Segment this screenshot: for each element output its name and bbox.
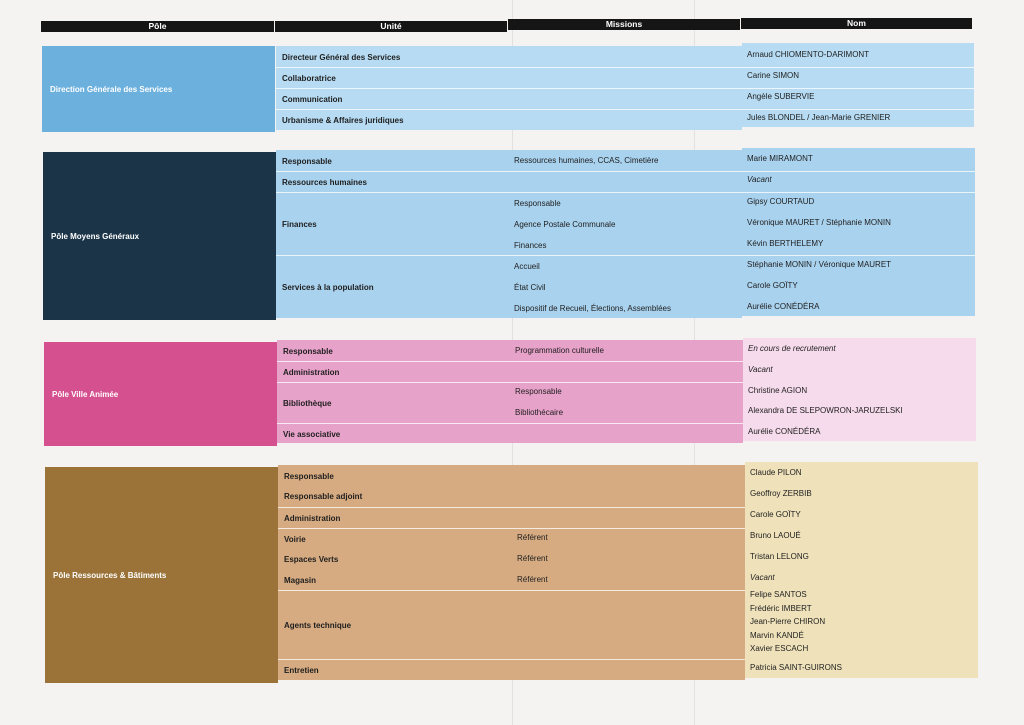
unit-cell: Bibliothèque <box>283 398 332 408</box>
unit-cell: Urbanisme & Affaires juridiques <box>282 115 404 125</box>
mission-cell: Référent <box>517 532 548 542</box>
unit-cell: Communication <box>282 94 343 104</box>
name-cell: Aurélie CONÉDÉRA <box>748 426 821 436</box>
name-cell: Carole GOÏTY <box>750 509 801 519</box>
unit-cell: Directeur Général des Services <box>282 52 401 62</box>
name-cell: Alexandra DE SLEPOWRON-JARUZELSKI <box>748 405 903 415</box>
name-cell: En cours de recrutement <box>748 343 836 353</box>
mission-cell: Finances <box>514 240 547 250</box>
name-cell: Felipe SANTOS <box>750 590 807 599</box>
name-cell: Jean-Pierre CHIRON <box>750 617 826 627</box>
name-cell: Arnaud CHIOMENTO-DARIMONT <box>747 49 870 59</box>
unit-cell: Finances <box>282 219 317 229</box>
name-cell: Frédéric IMBERT <box>750 603 812 613</box>
name-cell: Marvin KANDÉ <box>750 630 804 640</box>
unit-cell: Responsable adjoint <box>284 491 363 501</box>
mission-cell: Programmation culturelle <box>515 345 604 355</box>
name-cell: Claude PILON <box>750 467 802 477</box>
mission-cell: Responsable <box>515 386 562 396</box>
name-cell: Carole GOÏTY <box>747 280 798 290</box>
unit-cell: Responsable <box>282 156 332 166</box>
name-cell: Patricia SAINT-GUIRONS <box>750 662 843 672</box>
pole-label: Direction Générale des Services <box>42 46 275 132</box>
unit-cell: Espaces Verts <box>284 554 339 564</box>
name-cell: Vacant <box>747 174 772 184</box>
name-cell: Vacant <box>750 572 775 582</box>
unit-cell: Ressources humaines <box>282 177 367 187</box>
unit-cell: Administration <box>284 513 341 523</box>
name-cell: Carine SIMON <box>747 70 800 80</box>
pole-label: Pôle Ville Animée <box>44 342 277 446</box>
name-cell: Marie MIRAMONT <box>747 153 813 163</box>
unit-cell: Entretien <box>284 665 319 675</box>
header-unite: Unité <box>275 21 507 32</box>
name-cell: Aurélie CONÉDÉRA <box>747 301 820 311</box>
name-cell: Xavier ESCACH <box>750 644 809 654</box>
header-pole: Pôle <box>41 21 274 32</box>
mission-cell: Bibliothécaire <box>515 407 564 417</box>
mission-cell: Référent <box>517 574 548 584</box>
mission-cell: Accueil <box>514 261 540 271</box>
name-cell: Christine AGION <box>748 385 808 395</box>
name-cell: Stéphanie MONIN / Véronique MAURET <box>747 259 892 269</box>
unit-cell: Vie associative <box>283 429 341 439</box>
unit-cell: Administration <box>283 367 340 377</box>
header-nom: Nom <box>741 18 972 29</box>
pole-label: Pôle Ressources & Bâtiments <box>45 467 278 683</box>
name-cell: Gipsy COURTAUD <box>747 196 815 206</box>
unit-cell: Responsable <box>284 471 334 481</box>
mission-cell: Dispositif de Recueil, Élections, Assemblées <box>514 303 671 313</box>
name-cell: Vacant <box>748 364 773 374</box>
pole-label: Pôle Moyens Généraux <box>43 152 276 320</box>
unit-cell: Voirie <box>284 534 306 544</box>
mission-cell: Ressources humaines, CCAS, Cimetière <box>514 155 659 165</box>
name-cell: Jules BLONDEL / Jean-Marie GRENIER <box>747 112 891 122</box>
mission-cell: Responsable <box>514 198 561 208</box>
mission-cell: Agence Postale Communale <box>514 219 616 229</box>
name-cell: Angèle SUBERVIE <box>747 91 815 101</box>
unit-cell: Responsable <box>283 346 333 356</box>
name-cell: Véronique MAURET / Stéphanie MONIN <box>747 217 891 227</box>
name-cell: Kévin BERTHELEMY <box>747 238 824 248</box>
name-cell: Tristan LELONG <box>750 551 809 561</box>
mission-cell: Référent <box>517 553 548 563</box>
name-cell: Bruno LAOUÉ <box>750 530 801 540</box>
unit-cell: Magasin <box>284 575 317 585</box>
mission-cell: État Civil <box>514 282 546 292</box>
unit-cell: Collaboratrice <box>282 73 336 83</box>
unit-cell: Agents technique <box>284 620 352 630</box>
header-missions: Missions <box>508 19 740 30</box>
name-cell: Geoffroy ZERBIB <box>750 488 812 498</box>
unit-cell: Services à la population <box>282 282 374 292</box>
agents-list <box>750 584 976 656</box>
